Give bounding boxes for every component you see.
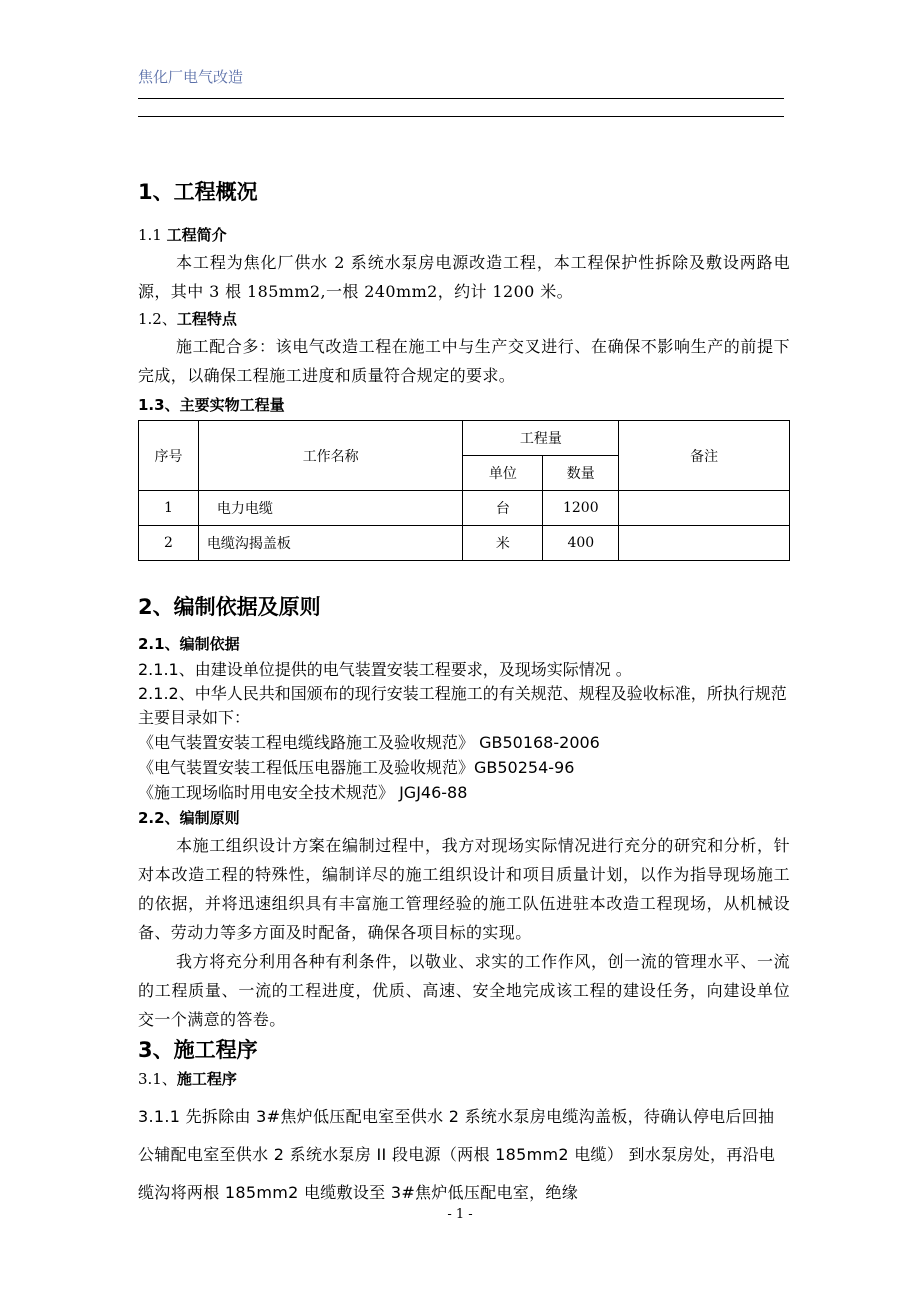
subsection-2-1-title: 2.1、编制依据	[138, 635, 240, 653]
table-row	[139, 491, 790, 526]
spec-item: 《电气装置安装工程低压电器施工及验收规范》GB50254-96	[138, 758, 575, 777]
table-header-count: 数量	[543, 456, 619, 491]
table-cell-note	[619, 491, 790, 526]
document-body	[138, 172, 790, 1212]
quantity-table	[138, 420, 790, 561]
table-cell-name: 电缆沟揭盖板	[198, 526, 463, 561]
subsection-3-1-label: 施工程序	[176, 1070, 237, 1088]
section-3-title: 3、施工程序	[138, 1038, 258, 1062]
subsection-3-1-title	[138, 1066, 790, 1092]
subsection-1-1-text: 本工程为焦化厂供水 2 系统水泵房电源改造工程，本工程保护性拆除及敷设两路电源，其中 3 根 185mm2,一根 240mm2，约计 1200 米。	[138, 253, 790, 301]
table-cell-count: 400	[543, 526, 619, 561]
table-header-qty: 工程量	[463, 421, 619, 456]
table-cell-note	[619, 526, 790, 561]
clause-2-1-2: 2.1.2、中华人民共和国颁布的现行安装工程施工的有关规范、规程及验收标准，所执行规范主要目录如下：	[138, 684, 787, 727]
header-rule-top	[138, 98, 784, 99]
subsection-1-2-title	[138, 306, 790, 332]
subsection-1-1-number: 1.1	[138, 226, 162, 244]
table-cell-seq: 1	[139, 491, 199, 526]
principle-paragraph-2: 我方将充分利用各种有利条件，以敬业、求实的工作作风，创一流的管理水平、一流的工程质量、一流的工程进度，优质、高速、安全地完成该工程的建设任务，向建设单位交一个满意的答卷。	[138, 952, 790, 1029]
spec-item: 《电气装置安装工程电缆线路施工及验收规范》 GB50168-2006	[138, 733, 600, 752]
section-2-title: 2、编制依据及原则	[138, 595, 321, 619]
table-header-seq: 序号	[139, 421, 199, 491]
header-rule-bottom	[138, 116, 784, 117]
table-row	[139, 526, 790, 561]
table-header-unit: 单位	[463, 456, 543, 491]
subsection-1-2-text: 施工配合多：该电气改造工程在施工中与生产交叉进行、在确保不影响生产的前提下完成，以确保工程施工进度和质量符合规定的要求。	[138, 337, 790, 385]
subsection-2-2-title: 2.2、编制原则	[138, 809, 240, 827]
table-header-name: 工作名称	[198, 421, 463, 491]
subsection-1-2-label: 工程特点	[176, 310, 237, 328]
subsection-1-2-number: 1.2、	[138, 310, 177, 328]
clause-3-1-1: 3.1.1 先拆除由 3#焦炉低压配电室至供水 2 系统水泵房电缆沟盖板，待确认停电后回抽公辅配电室至供水 2 系统水泵房 II 段电源（两根 185mm2 电缆） 到水泵房处，再沿电缆沟将两根 185mm2 电缆敷设至 3#焦炉低压配电室，绝缘	[138, 1107, 776, 1202]
table-cell-name: 电力电缆	[198, 491, 463, 526]
clause-2-1-1: 2.1.1、由建设单位提供的电气装置安装工程要求，及现场实际情况 。	[138, 660, 632, 679]
subsection-1-3-title: 1.3、主要实物工程量	[138, 396, 285, 414]
table-cell-unit: 米	[463, 526, 543, 561]
spec-item: 《施工现场临时用电安全技术规范》 JGJ46-88	[138, 783, 468, 802]
table-cell-unit: 台	[463, 491, 543, 526]
principle-paragraph-1: 本施工组织设计方案在编制过程中，我方对现场实际情况进行充分的研究和分析，针对本改造工程的特殊性，编制详尽的施工组织设计和项目质量计划，以作为指导现场施工的依据，并将迅速组织具有丰富施工管理经验的施工队伍进驻本改造工程现场，从机械设备、劳动力等多方面及时配备，确保各项目标的实现。	[138, 836, 790, 942]
subsection-1-1-title	[138, 222, 790, 248]
table-cell-seq: 2	[139, 526, 199, 561]
section-1-title: 1、工程概况	[138, 180, 258, 204]
page-number: - 1 -	[447, 1207, 473, 1222]
table-header-note: 备注	[619, 421, 790, 491]
table-cell-count: 1200	[543, 491, 619, 526]
subsection-3-1-number: 3.1、	[138, 1070, 177, 1088]
subsection-1-1-label: 工程简介	[166, 226, 227, 244]
header-title: 焦化厂电气改造	[138, 68, 244, 86]
